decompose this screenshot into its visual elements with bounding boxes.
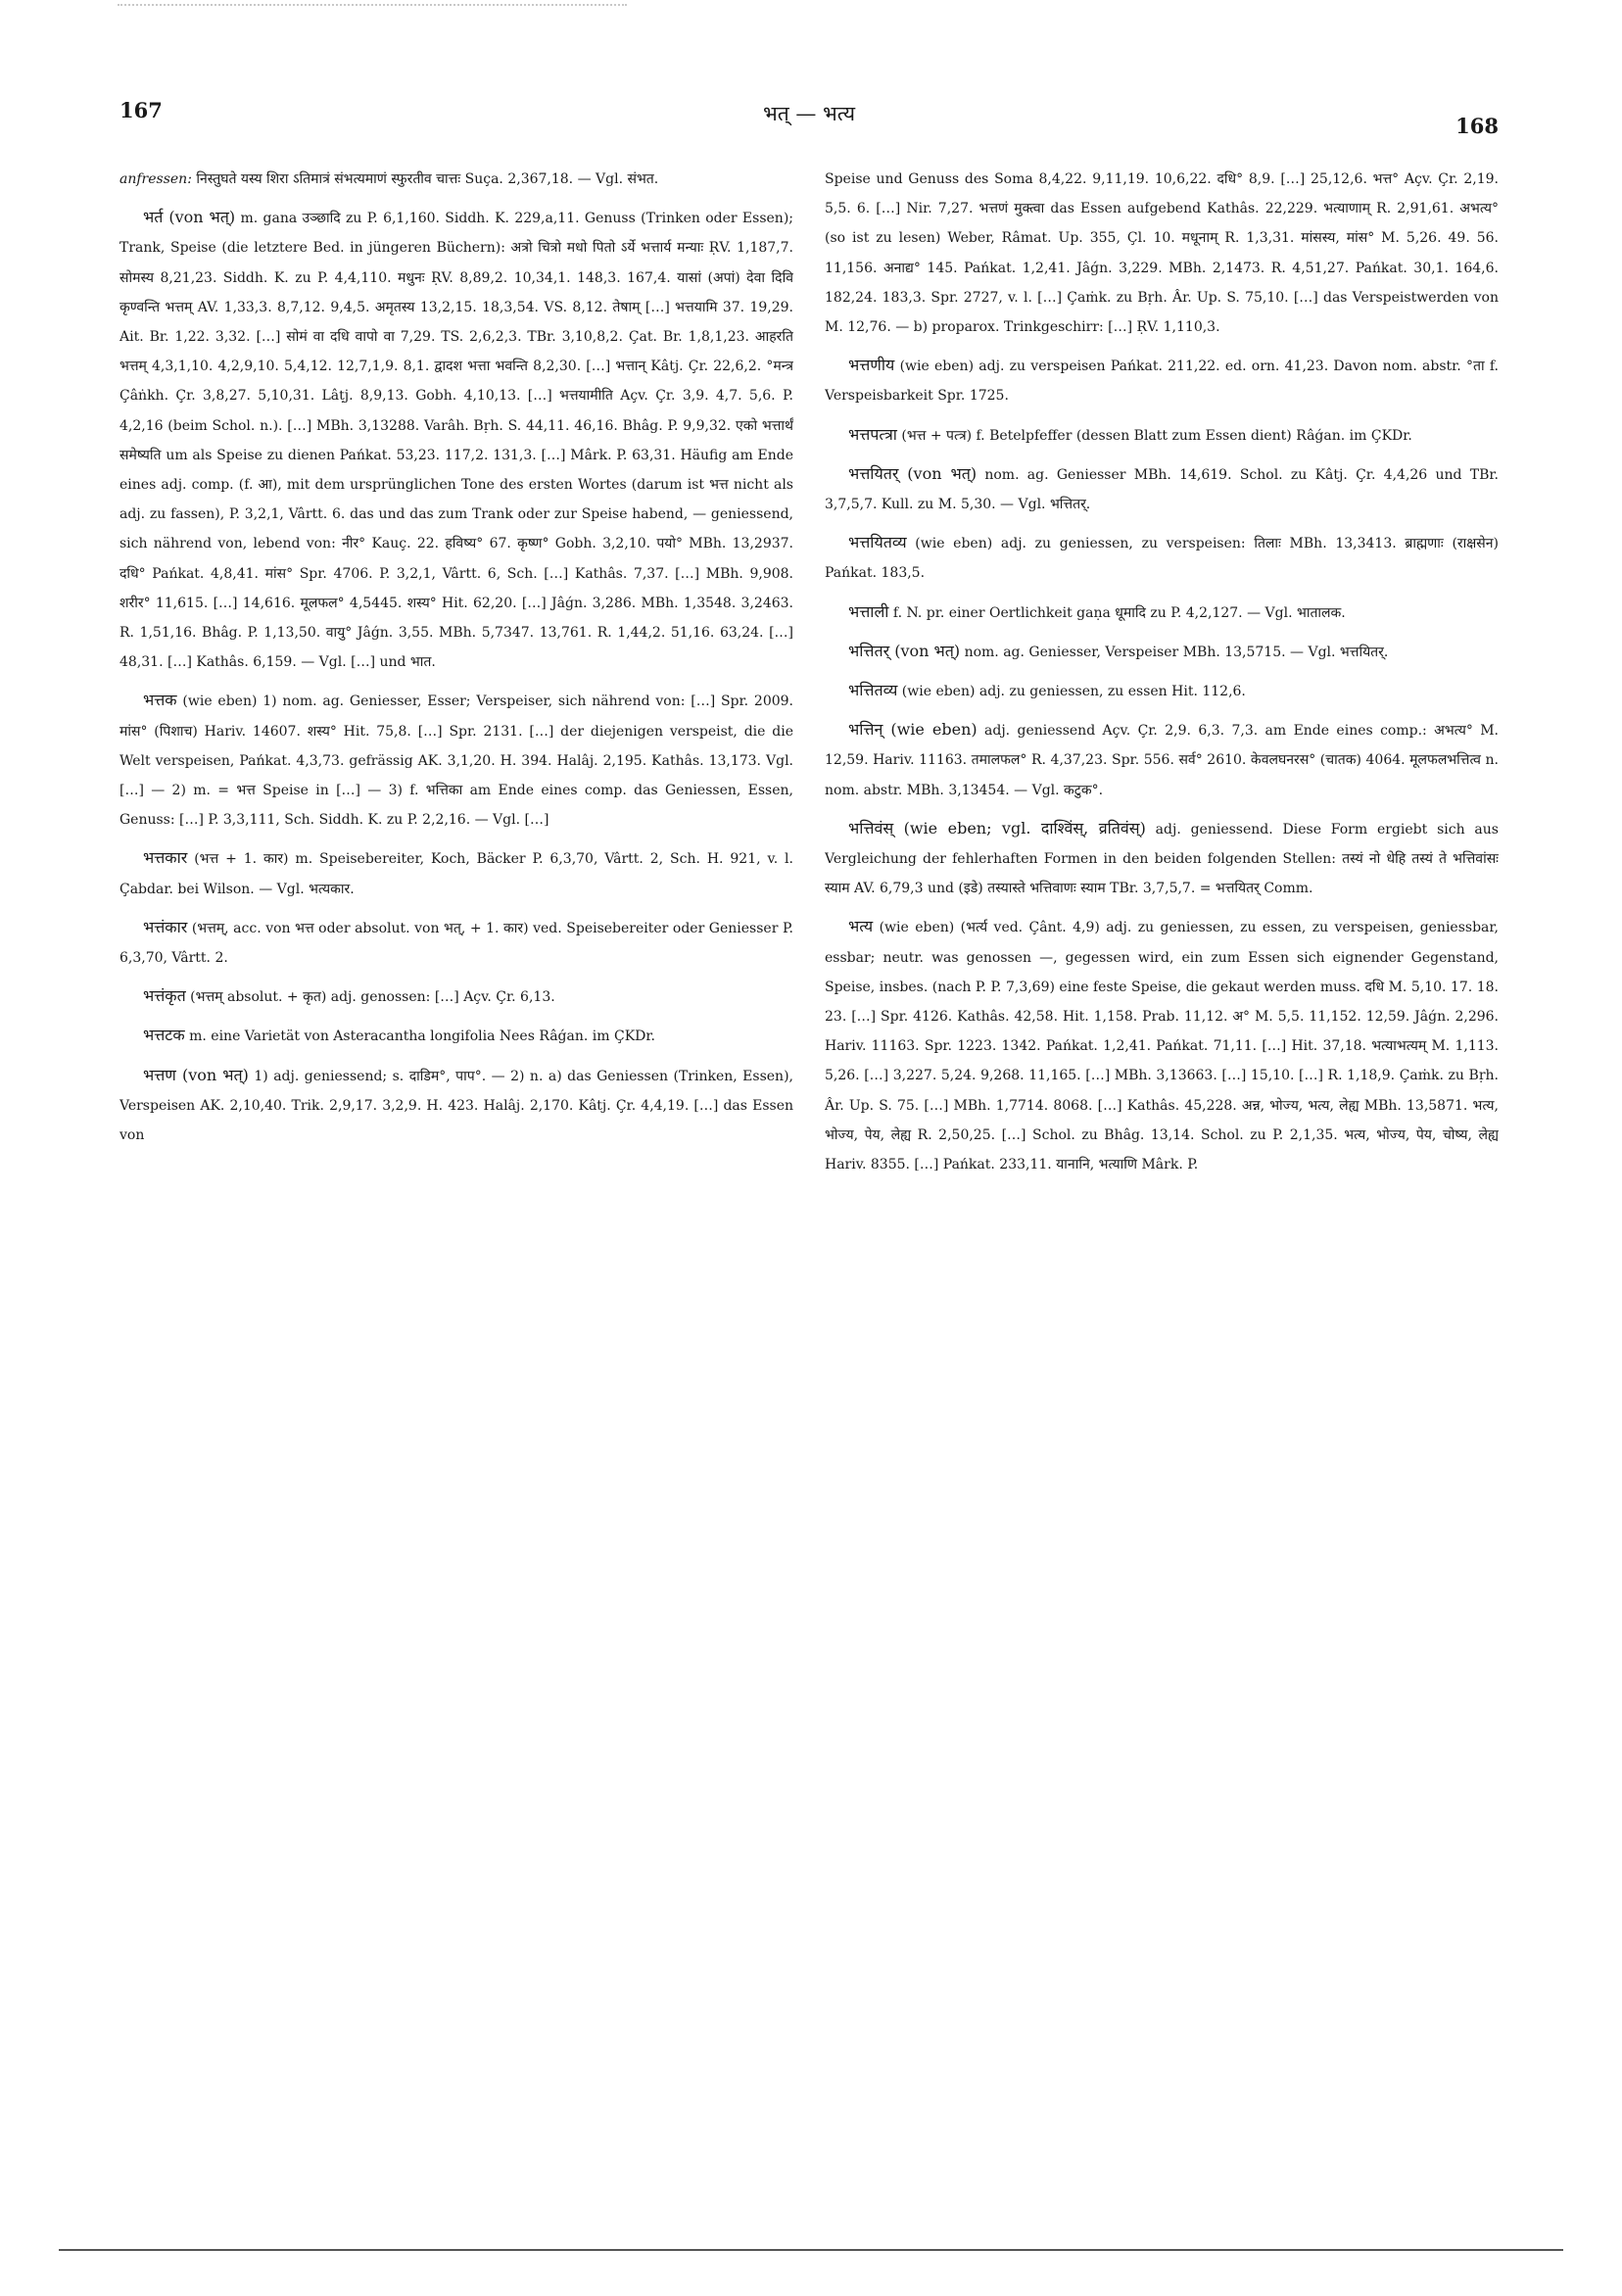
- dictionary-entry: [825, 637, 1499, 667]
- entry-headword: भत्तण (von भत्): [143, 1065, 249, 1084]
- entry-body: 1) adj. geniessend; s. दाडिम°, पाप°. — 2) n. a) das Geniessen (Trinken, Essen), Verspeisen AK. 2,10,40. Trik. 2,9,17. 3,2,9. H. 423. Halâj. 2,170. Kâtj. Çr. 4,4,19. […] das Essen von: [119, 1068, 793, 1144]
- dictionary-entry: [825, 420, 1499, 451]
- entry-headword: भत्तयितर् (von भत्): [848, 463, 978, 483]
- dictionary-entry: [119, 686, 793, 835]
- dictionary-entry: [825, 912, 1499, 1179]
- dictionary-entry: [119, 1061, 793, 1151]
- entry-headword: भत्तकार: [143, 848, 188, 868]
- entry-headword: भत्तितव्य: [848, 681, 898, 700]
- entry-headword: भत्तिन् (wie eben): [848, 720, 978, 740]
- dictionary-entry: [825, 676, 1499, 706]
- dictionary-entry: [119, 913, 793, 973]
- entry-body: m. gana उञ्छादि zu P. 6,1,160. Siddh. K. 229,a,11. Genuss (Trinken oder Essen); Trank, Speise (die letztere Bed. in jüngeren Büchern): अत्रो चित्रो मधो पितो ऽर्ये भत्तार्य मन्याः ṚV. 1,187,7. सोमस्य 8,21,23. Siddh. K. zu P. 4,4,110. मधुनः ṚV. 8,89,2. 10,34,1. 148,3. 167,4. यासां (अपां) देवा दिवि कृण्वन्ति भत्तम् AV. 1,33,3. 8,7,12. 9,4,5. अमृतस्य 13,2,15. 18,3,54. VS. 8,12. तेषाम् […] भत्तयामि 37. 19,29. Ait. Br. 1,22. 3,32. […] सोमं वा दधि वापो वा 7,29. TS. 2,6,2,3. TBr. 3,10,8,2. Çat. Br. 1,8,1,23. आहरति भत्तम् 4,3,1,10. 4,2,9,10. 5,4,12. 12,7,1,9. 8,1. द्वादश भत्ता भवन्ति 8,2,30. […] भत्तान् Kâtj. Çr. 22,6,2. °मन्त्र Çâṅkh. Çr. 3,8,27. 5,10,31. Lâṭj. 8,9,13. Gobh. 4,10,13. […] भत्तयामीति Açv. Çr. 3,9. 4,7. 5,6. P. 4,2,16 (beim Schol. n.). […] MBh. 3,13288. Varâh. Bṛh. S. 44,11. 46,16. Bhâg. P. 9,9,32. एको भत्तार्थं समेष्यति um als Speise zu dienen Pańkat. 53,23. 117,2. 131,3. […] Mârk. P. 63,31. Häufig am Ende eines adj. comp. (f. आ), mit dem ursprünglichen Tone des ersten Wortes (darum ist भत्त nicht als adj. zu fassen), P. 3,2,1, Vârtt. 6. das und das zum Trank oder zur Speise habend, — geniessend, sich nährend von, lebend von: नीर° Kauç. 22. हविष्य° 67. कृष्ण° Gobh. 3,2,10. पयो° MBh. 13,2937. दधि° Pańkat. 4,8,41. मांस° Spr. 4706. P. 3,2,1, Vârtt. 6, Sch. […] Kathâs. 7,37. […] MBh. 9,908. शरीर° 11,615. […] 14,616. मूलफल° 4,5445. शस्य° Hit. 62,20. […] Jâǵn. 3,286. MBh. 1,3548. 3,2463. R. 1,51,16. Bhâg. P. 1,13,50. वायु° Jâǵn. 3,55. MBh. 5,7347. 13,761. R. 1,44,2. 51,16. 63,24. […] 48,31. […] Kathâs. 6,159. — Vgl. […] und भात.: [119, 211, 793, 671]
- entry-body: nom. ag. Geniesser MBh. 14,619. Schol. zu Kâtj. Çr. 4,4,26 und TBr. 3,7,5,7. Kull. zu M. 5,30. — Vgl. भत्तितर्.: [825, 466, 1499, 513]
- entry-headword: भर्त (von भत्): [143, 208, 236, 227]
- dictionary-entry: [119, 843, 793, 903]
- entry-body: (wie eben) adj. zu geniessen, zu verspeisen: तिलाः MBh. 13,3413. ब्राह्मणाः (राक्षसेन) Pańkat. 183,5.: [825, 536, 1499, 582]
- dictionary-entry: [825, 351, 1499, 410]
- dictionary-entry: [825, 459, 1499, 519]
- entry-headword: भत्तणीय: [848, 356, 895, 375]
- entry-body: m. eine Varietät von Asteracantha longifolia Nees Râǵan. im ÇKDr.: [189, 1028, 655, 1045]
- left-column: [119, 165, 793, 2241]
- dictionary-entry: [119, 165, 793, 194]
- entry-body: Speise und Genuss des Soma 8,4,22. 9,11,19. 10,6,22. दधि° 8,9. […] 25,12,6. भत्त° Açv. Çr. 2,19. 5,5. 6. […] Nir. 7,27. भत्तणं मुक्त्वा das Essen aufgebend Kathâs. 22,229. भत्याणाम् R. 2,91,61. अभत्य° (so ist zu lesen) Weber, Râmat. Up. 355, Çl. 10. मधूनाम् R. 1,3,31. मांसस्य, मांस° M. 5,26. 49. 56. 11,156. अनाद्य° 145. Pańkat. 1,2,41. Jâǵn. 3,229. MBh. 2,1473. R. 4,51,27. Pańkat. 30,1. 164,6. 182,24. 183,3. Spr. 2727, v. l. […] Çaṁk. zu Bṛh. Âr. Up. S. 75,10. […] das Verspeistwerden von M. 12,76. — b) proparox. Trinkgeschirr: […] ṚV. 1,110,3.: [825, 171, 1499, 336]
- dictionary-entry: [825, 165, 1499, 342]
- dictionary-entry: [119, 1021, 793, 1051]
- entry-headword: भत्तिवंस् (wie eben; vgl. दाश्विंस्, व्रतिवंस्): [848, 818, 1146, 837]
- column-number-left: 167: [119, 98, 163, 122]
- entry-lead: anfressen:: [119, 171, 192, 187]
- entry-headword: भत्तयितव्य: [848, 533, 907, 552]
- column-number-right: 168: [1455, 114, 1499, 138]
- entry-body: निस्तुघते यस्य शिरा ऽतिमात्रं संभत्यमाणं स्फुरतीव चात्तः Suça. 2,367,18. — Vgl. संभत.: [196, 171, 659, 187]
- entry-headword: भत्तक: [143, 691, 177, 710]
- dictionary-entry: [825, 598, 1499, 628]
- entry-body: (wie eben) adj. zu verspeisen Pańkat. 211,22. ed. orn. 41,23. Davon nom. abstr. °ता f. Verspeisbarkeit Spr. 1725.: [825, 359, 1499, 405]
- entry-body: adj. geniessend. Diese Form ergiebt sich aus Vergleichung der fehlerhaften Formen in den beiden folgenden Stellen: तस्यं नो धेहि तस्यं ते भत्तिवांसः स्याम AV. 6,79,3 und (इडे) तस्यास्ते भत्तिवाणः स्याम TBr. 3,7,5,7. = भत्तयितर् Comm.: [825, 821, 1499, 897]
- right-column: [825, 165, 1499, 2241]
- dictionary-entry: [825, 528, 1499, 588]
- entry-body: adj. geniessend Açv. Çr. 2,9. 6,3. 7,3. am Ende eines comp.: अभत्य° M. 12,59. Hariv. 11163. तमालफल° R. 4,37,23. Spr. 556. सर्व° 2610. केवलघनरस° (चातक) 4064. मूलफलभत्तित्व n. nom. abstr. MBh. 3,13454. — Vgl. कटुक°.: [825, 723, 1499, 798]
- top-dotted-line: [118, 4, 627, 16]
- entry-headword: भत्तपत्त्रा: [848, 424, 897, 444]
- entry-body: (भत्तम्, acc. von भत्त oder absolut. von भत्, + 1. कार) ved. Speisebereiter oder Geniesser P. 6,3,70, Vârtt. 2.: [119, 920, 793, 967]
- entry-body: (भत्तम् absolut. + कृत) adj. genossen: […] Açv. Çr. 6,13.: [190, 989, 555, 1006]
- entry-headword: भत्ताली: [848, 601, 889, 621]
- entry-body: (भत्त + पत्त्र) f. Betelpfeffer (dessen Blatt zum Essen dient) Râǵan. im ÇKDr.: [901, 427, 1412, 444]
- entry-headword: भत्तितर् (von भत्): [848, 641, 961, 660]
- entry-headword: भत्य: [848, 917, 874, 936]
- entry-body: (wie eben) 1) nom. ag. Geniesser, Esser; Verspeiser, sich nährend von: […] Spr. 2009. मांस° (पिशाच) Hariv. 14607. शस्य° Hit. 75,8. […] Spr. 2131. […] der diejenigen verspeist, die die Welt verspeisen, Pańkat. 4,3,73. gefrässig AK. 3,1,20. H. 394. Halâj. 2,195. Kathâs. 13,173. Vgl. […] — 2) m. = भत्त Speise in […] — 3) f. भत्तिका am Ende eines comp. das Geniessen, Essen, Genuss: […] P. 3,3,111, Sch. Siddh. K. zu P. 2,2,16. — Vgl. […]: [119, 694, 793, 829]
- page-header: [119, 98, 1499, 137]
- running-head: भत् — भत्य: [762, 102, 856, 125]
- entry-headword: भत्तंकृत: [143, 986, 186, 1006]
- entry-body: (wie eben) (भर्त्य ved. Çânt. 4,9) adj. zu geniessen, zu essen, zu verspeisen, geniessbar, essbar; neutr. was genossen —, gegessen wird, ein zum Essen sich eignender Gegenstand, Speise, insbes. (nach P. P. 7,3,69) eine feste Speise, die gekaut werden muss. दधि M. 5,10. 17. 18. 23. […] Spr. 4126. Kathâs. 42,58. Hit. 1,158. Prab. 11,12. अ° M. 5,5. 11,152. 12,59. Jâǵn. 2,296. Hariv. 11163. Spr. 1223. 1342. Pańkat. 1,2,41. Pańkat. 71,11. […] Hit. 37,18. भत्याभत्यम् M. 1,113. 5,26. […] 3,227. 5,24. 9,268. 11,165. […] MBh. 3,13663. […] 15,10. […] R. 1,18,9. Çaṁk. zu Bṛh. Âr. Up. S. 75. […] MBh. 1,7714. 8068. […] Kathâs. 45,228. अन्न, भोज्य, भत्य, लेह्य MBh. 13,5871. भत्य, भोज्य, पेय, लेह्य R. 2,50,25. […] Schol. zu Bhâg. 13,14. Schol. zu P. 2,1,35. भत्य, भोज्य, पेय, चोष्य, लेह्य Hariv. 8355. […] Pańkat. 233,11. यानानि, भत्याणि Mârk. P.: [825, 920, 1499, 1173]
- entry-headword: भत्तंकार: [143, 917, 188, 936]
- dictionary-entry: [825, 715, 1499, 805]
- entry-body: f. N. pr. einer Oertlichkeit gaṇa धूमादि zu P. 4,2,127. — Vgl. भातालक.: [892, 604, 1346, 621]
- entry-body: (wie eben) adj. zu geniessen, zu essen Hit. 112,6.: [901, 684, 1246, 700]
- dictionary-entry: [825, 814, 1499, 904]
- entry-body: (भत्त + 1. कार) m. Speisebereiter, Koch, Bäcker P. 6,3,70, Vârtt. 2, Sch. H. 921, v. l. Çabdar. bei Wilson. — Vgl. भत्यकार.: [119, 851, 793, 897]
- dictionary-entry: [119, 203, 793, 677]
- entry-body: nom. ag. Geniesser, Verspeiser MBh. 13,5715. — Vgl. भत्तयितर्.: [964, 644, 1389, 660]
- entry-headword: भत्तटक: [143, 1026, 185, 1045]
- bottom-rule: [59, 2249, 1563, 2251]
- dictionary-entry: [119, 981, 793, 1012]
